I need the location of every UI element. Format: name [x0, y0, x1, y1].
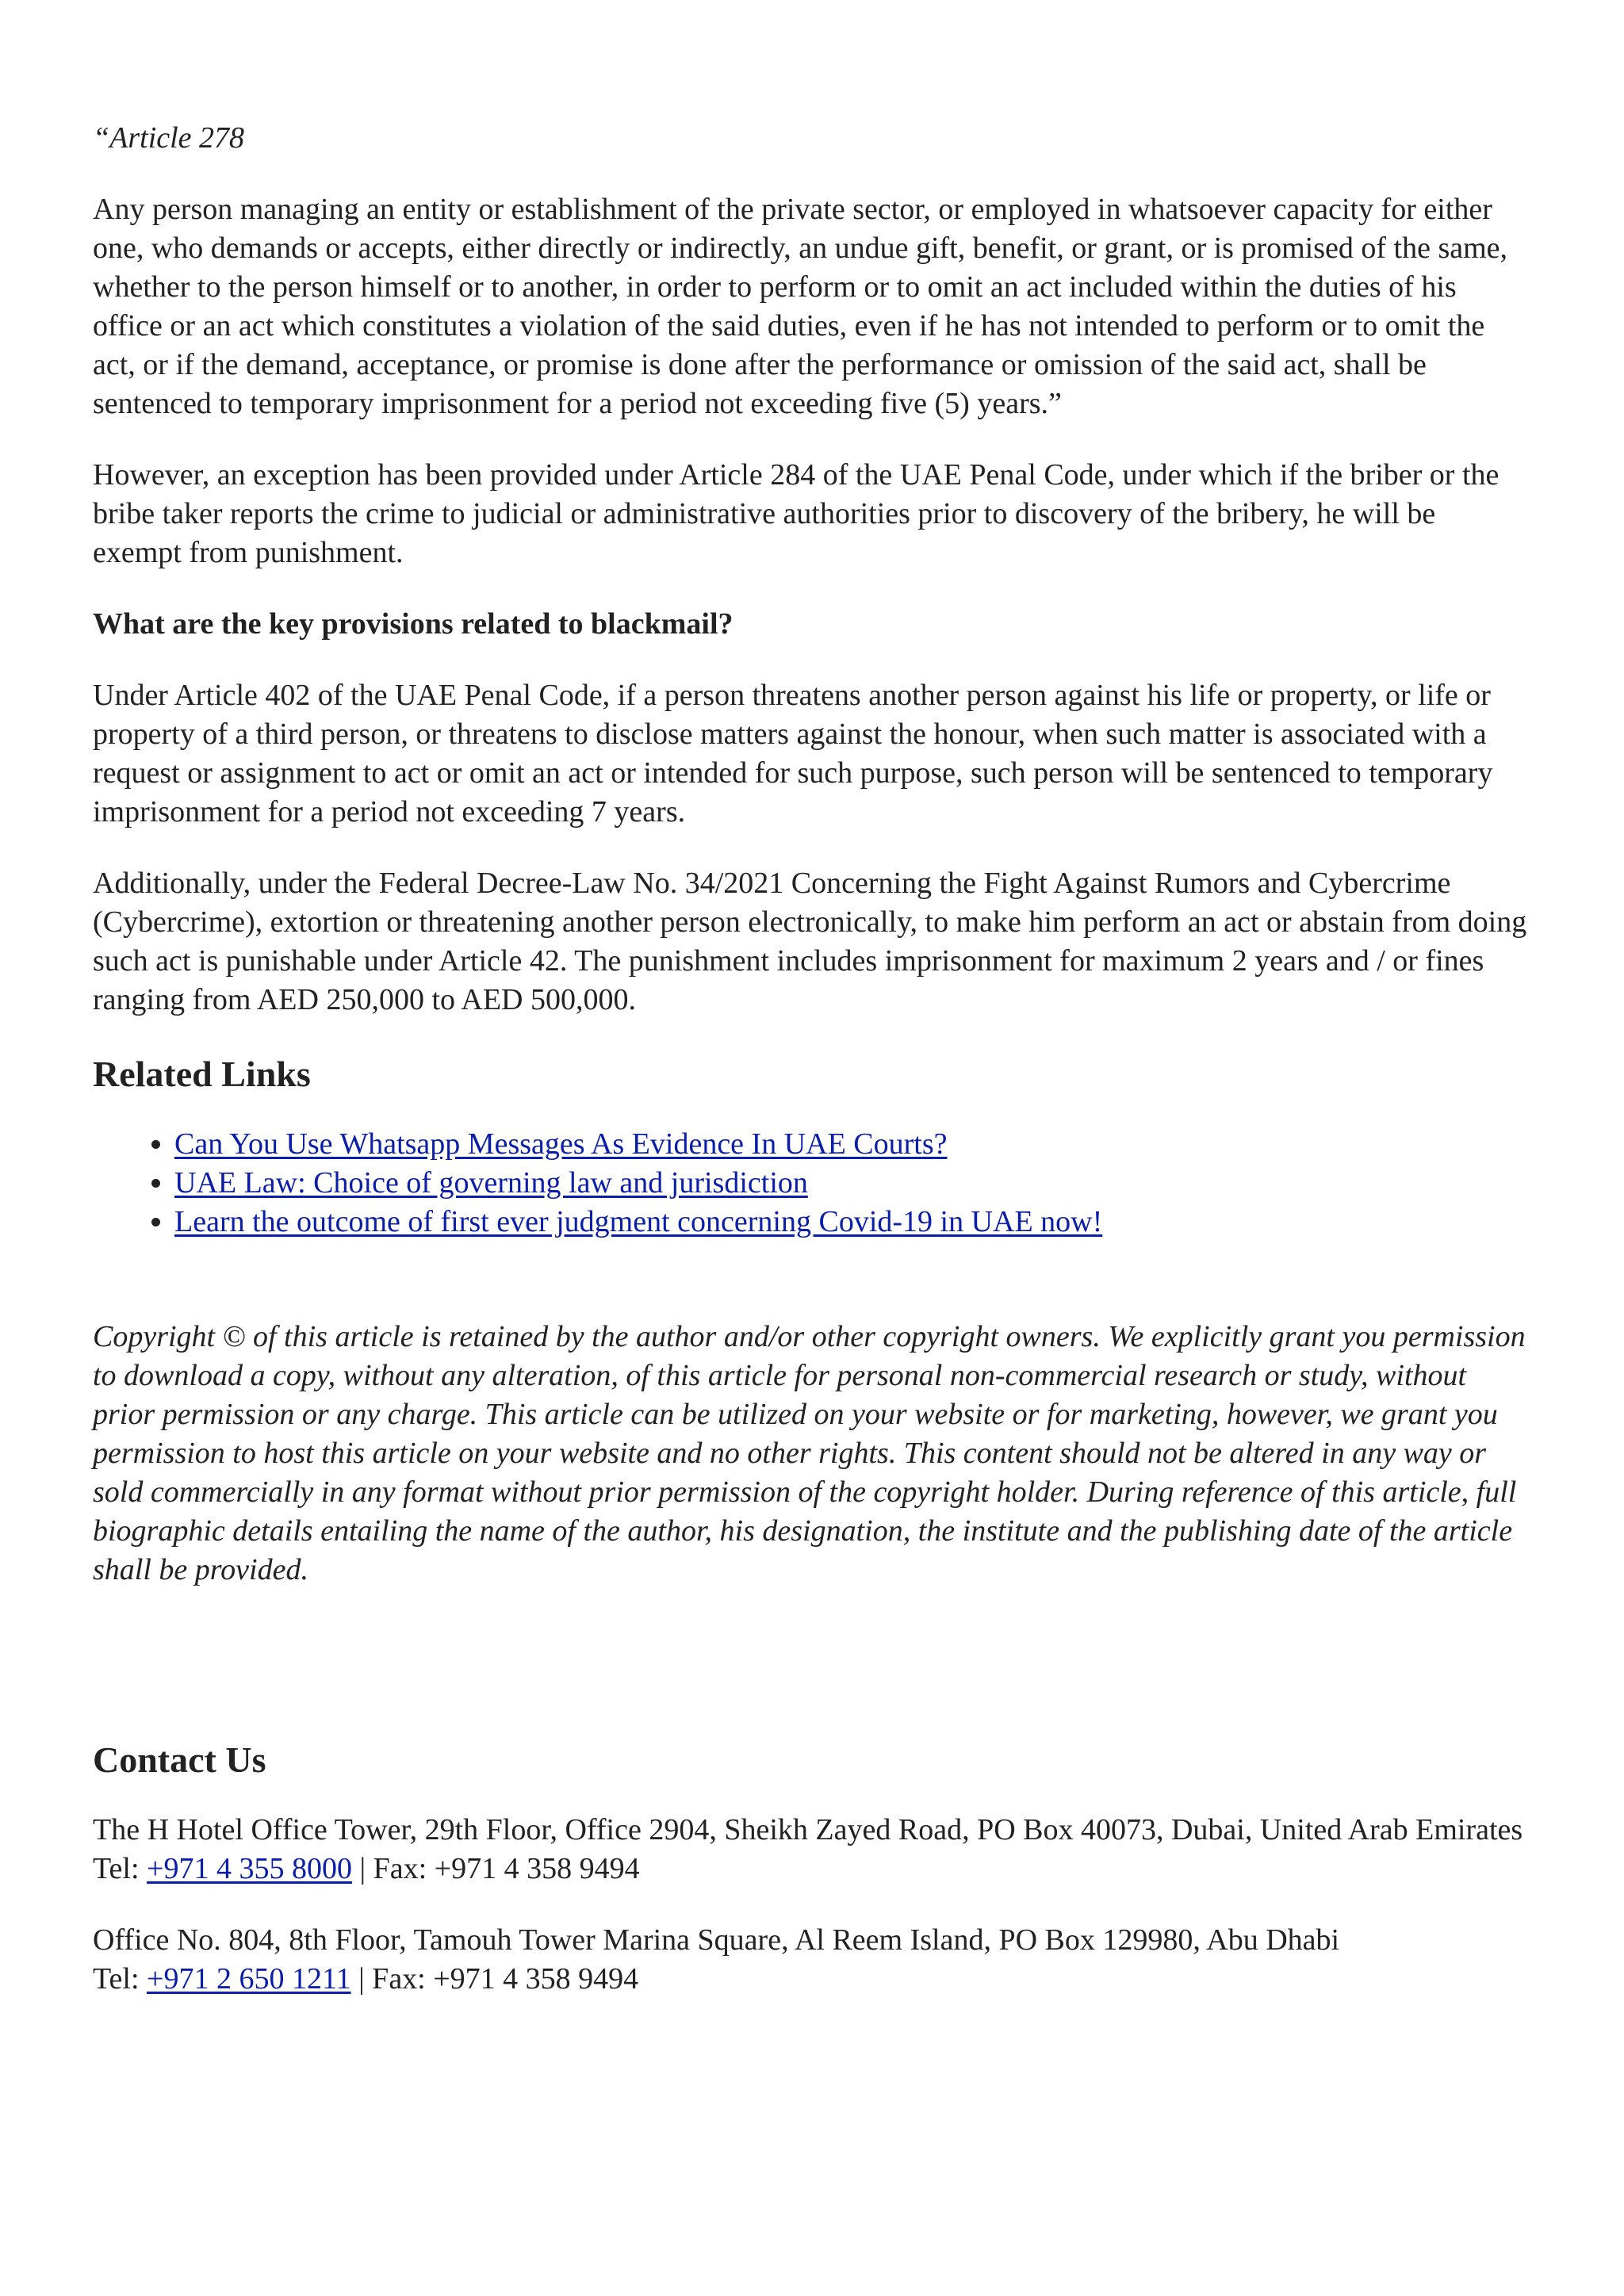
tel-label: Tel: — [93, 1962, 147, 1996]
list-item — [174, 1125, 1528, 1164]
contact-block — [93, 1811, 1528, 1999]
related-link[interactable]: UAE Law: Choice of governing law and jurisdiction — [174, 1166, 808, 1200]
blackmail-paragraph-1: Under Article 402 of the UAE Penal Code, if a person threatens another person against his life or property, or life or property of a third person, or threatens to disclose matters against the honour, when such matter is associated with a request or assignment to act or omit an act or intended for such purpose, such person will be sentenced to temporary imprisonment for a period not exceeding 7 years. — [93, 679, 1493, 828]
related-links-heading: Related Links — [93, 1054, 311, 1094]
document-page — [93, 119, 1528, 2031]
blackmail-paragraph-2: Additionally, under the Federal Decree-Law No. 34/2021 Concerning the Fight Against Rumors and Cybercrime (Cybercrime), extortion or threatening another person electronically, to make him perform an act or abstain from doing such act is punishable under Article 42. The punishment includes imprisonment for maximum 2 years and / or fines ranging from AED 250,000 to AED 500,000. — [93, 867, 1527, 1016]
office-address: The H Hotel Office Tower, 29th Floor, Office 2904, Sheikh Zayed Road, PO Box 40073, Dubai, United Arab Emirates — [93, 1813, 1523, 1846]
article-body: Any person managing an entity or establishment of the private sector, or employed in whatsoever capacity for either one, who demands or accepts, either directly or indirectly, an undue gift, benefit, or grant, or is promised of the same, whether to the person himself or to another, in order to perform or to omit an act included within the duties of his office or an act which constitutes a violation of the said duties, even if he has not intended to perform or to omit the act, or if the demand, acceptance, or promise is done after the performance or omission of the said act, shall be sentenced to temporary imprisonment for a period not exceeding five (5) years.” — [93, 193, 1508, 420]
fax-text: | Fax: +971 4 358 9494 — [351, 1852, 640, 1885]
related-link[interactable]: Learn the outcome of first ever judgment concerning Covid-19 in UAE now! — [174, 1205, 1103, 1238]
related-links-list — [93, 1125, 1528, 1242]
list-item — [174, 1164, 1528, 1203]
phone-link[interactable]: +971 4 355 8000 — [147, 1852, 352, 1885]
contact-heading: Contact Us — [93, 1739, 266, 1780]
office-dubai — [93, 1811, 1528, 1888]
tel-label: Tel: — [93, 1852, 147, 1885]
blackmail-question: What are the key provisions related to blackmail? — [93, 607, 733, 641]
exception-paragraph: However, an exception has been provided under Article 284 of the UAE Penal Code, under which if the briber or the bribe taker reports the crime to judicial or administrative authorities prior to discovery of the bribery, he will be exempt from punishment. — [93, 458, 1500, 569]
office-address: Office No. 804, 8th Floor, Tamouh Tower Marina Square, Al Reem Island, PO Box 129980, Abu Dhabi — [93, 1923, 1340, 1957]
fax-text: | Fax: +971 4 358 9494 — [350, 1962, 639, 1996]
phone-link[interactable]: +971 2 650 1211 — [147, 1962, 351, 1996]
related-link[interactable]: Can You Use Whatsapp Messages As Evidence In UAE Courts? — [174, 1127, 948, 1161]
list-item — [174, 1203, 1528, 1242]
office-abu-dhabi — [93, 1921, 1528, 1999]
spacer — [93, 1622, 1528, 1738]
spacer — [93, 1242, 1528, 1318]
article-heading: “Article 278 — [93, 121, 245, 155]
copyright-notice: Copyright © of this article is retained by the author and/or other copyright owners. We explicitly grant you permission to download a copy, without any alteration, of this article for personal non-commercial research or study, without prior permission or any charge. This article can be utilized on your website or for marketing, however, we grant you permission to host this article on your website and no other rights. This content should not be altered in any way or sold commercially in any format without prior permission of the copyright holder. During reference of this article, full biographic details entailing the name of the author, his designation, the institute and the publishing date of the article shall be provided. — [93, 1320, 1526, 1586]
